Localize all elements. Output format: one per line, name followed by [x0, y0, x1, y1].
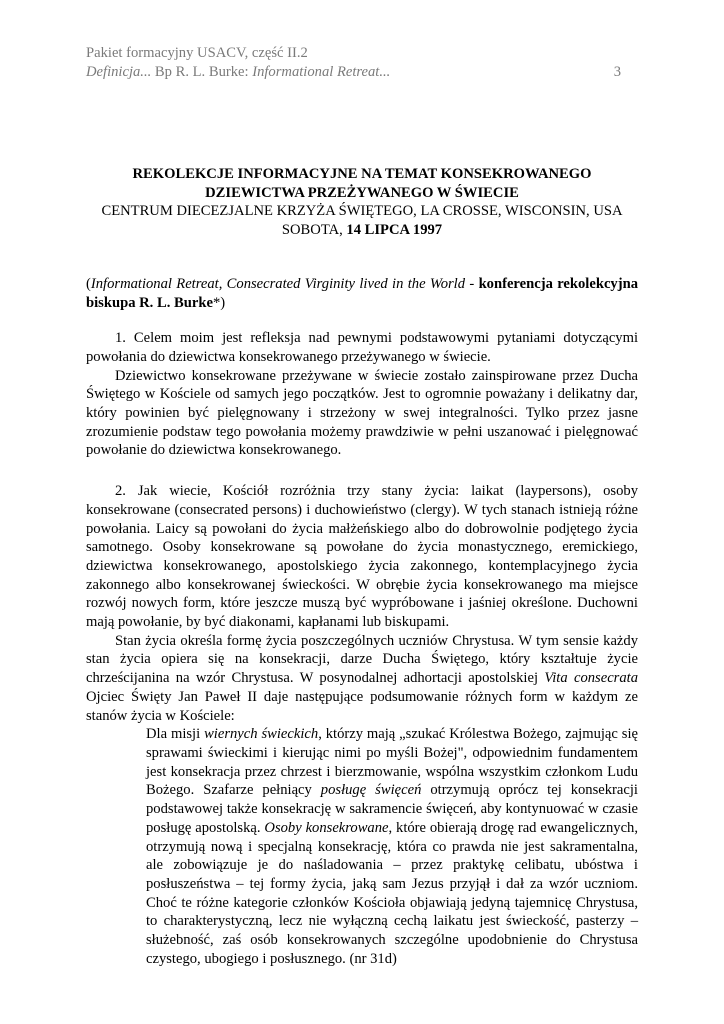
- header-work-title: Informational Retreat...: [252, 64, 391, 80]
- header-definition: Definicja...: [86, 64, 152, 80]
- title-line-2: DZIEWICTWA PRZEŻYWANEGO W ŚWIECIE: [205, 184, 519, 201]
- quote-text-d: , które obierają drogę rad ewangelicznych, otrzymują nową i specjalną konsekrację, która co prawda nie jest sakramentalna, ale zobowiązuje je do naśladowania – przez praktykę celibatu, ubóstwa i posłuszeństwa – tej formy życia, jaką sam Jezus przyjął i dał za wzór uczniom. Choć te różne kategorie członków Kościoła objawiają jedyną tajemnicę Chrystusa, to charakterystyczną, lecz nie wyłączną cechą laikatu jest świeckość, pasterzy – służebność, zaś osób konsekrowanych szczególne upodobnienie do Chrystusa czystego, ubogiego i posłusznego. (nr 31d): [146, 819, 638, 967]
- quote-emphasis-consecrated: Osoby konsekrowane: [264, 819, 389, 836]
- quote-emphasis-laity: wiernych świeckich: [204, 726, 319, 743]
- section-2-paragraph-1: 2. Jak wiecie, Kościół rozróżnia trzy stany życia: laikat (laypersons), osoby konsekrowane (consecrated persons) i duchowieństwo (clergy). W tych stanach istnieją różne powołania. Laicy są powołani do życia małżeńskiego albo do dobrowolnie podjętego życia samotnego. Osoby konsekrowane są powołane do życia monastycznego, eremickiego, dziewictwa konsekrowanego, apostolskiego życia zakonnego, kontemplacyjnego życia zakonnego albo konsekrowanej świeckości. W obrębie życia konsekrowanego ma miejsce rozwój nowych form, które jeszcze muszą być wypróbowane i jaśniej określone. Duchowni mają powołanie, by być diakonami, kapłanami lub biskupami.: [86, 483, 638, 631]
- intro-dash: -: [465, 275, 479, 292]
- intro-description: konferencja rekolekcyjna biskupa R. L. Burke: [86, 275, 638, 311]
- section-1-paragraph-1: 1. Celem moim jest refleksja nad pewnymi podstawowymi pytaniami dotyczącymi powołania do dziewictwa konsekrowanego przeżywanego w świecie.: [86, 330, 638, 365]
- title-line-1: REKOLEKCJE INFORMACYJNE NA TEMAT KONSEKROWANEGO: [132, 166, 592, 182]
- section-2: [86, 482, 638, 725]
- title-date-day: SOBOTA,: [281, 222, 347, 239]
- running-header: [86, 44, 638, 82]
- title-location: CENTRUM DIECEZJALNE KRZYŻA ŚWIĘTEGO, LA CROSSE, WISCONSIN, USA: [101, 203, 623, 220]
- header-line-1: Pakiet formacyjny USACV, część II.2: [86, 45, 308, 61]
- quote-text-a: Dla misji: [146, 726, 205, 743]
- title-date: [86, 221, 638, 240]
- intro-paragraph: [86, 275, 638, 312]
- quote-text-b: , którzy mają „szukać Królestwa Bożego, zajmując się sprawami świeckimi i kierując nimi po myśli Bożej", odpowiednim fundamentem jest konsekracja przez chrzest i bierzmowanie, wspólna wszystkim członkom Ludu Bożego. Szafarze pełniący: [146, 726, 638, 799]
- quote-emphasis-ministry: posługę święceń: [320, 782, 422, 799]
- intro-open-paren: (: [86, 275, 91, 292]
- section-2-paragraph-2: [86, 632, 638, 726]
- title-date-value: 14 LIPCA 1997: [346, 222, 443, 239]
- section-1: [86, 329, 638, 460]
- section-2-text-a: Stan życia określa formę życia poszczególnych uczniów Chrystusa. W tym sensie każdy stan życia opiera się na konsekracji, darze Ducha Świętego, który kształtuje życie chrześcijanina na wzór Chrystusa. W posynodalnej adhortacji apostolskiej: [86, 632, 638, 687]
- document-title: [86, 165, 638, 240]
- header-author: Bp R. L. Burke:: [151, 64, 253, 80]
- quote-text-c: otrzymują oprócz tej konsekracji podstawowej także konsekrację w sakramencie święceń, aby kontynuować w czasie posługę apostolską.: [146, 782, 638, 836]
- header-source: [86, 63, 390, 82]
- page-number: 3: [613, 64, 621, 80]
- intro-english-title: Informational Retreat, Consecrated Virginity lived in the World: [90, 275, 466, 292]
- block-quote: [146, 725, 638, 968]
- intro-close-paren: *): [212, 294, 226, 311]
- section-2-text-b: Ojciec Święty Jan Paweł II daje następujące podsumowanie różnych form w każdym ze stanów życia w Kościele:: [86, 688, 638, 724]
- header-line-2: [86, 63, 638, 82]
- paragraph-gap: [86, 460, 638, 482]
- section-1-paragraph-2: Dziewictwo konsekrowane przeżywane w świecie zostało zainspirowane przez Ducha Świętego w Kościele od samych jego początków. Jest to ogromnie poważany i delikatny dar, który powinien być pielęgnowany i strzeżony w swej integralności. Tylko przez jasne zrozumienie podstaw tego powołania możemy prawdziwie w pełni uszanować i pielęgnować powołanie do dziewictwa konsekrowanego.: [86, 367, 638, 459]
- document-reference: Vita consecrata: [544, 670, 638, 687]
